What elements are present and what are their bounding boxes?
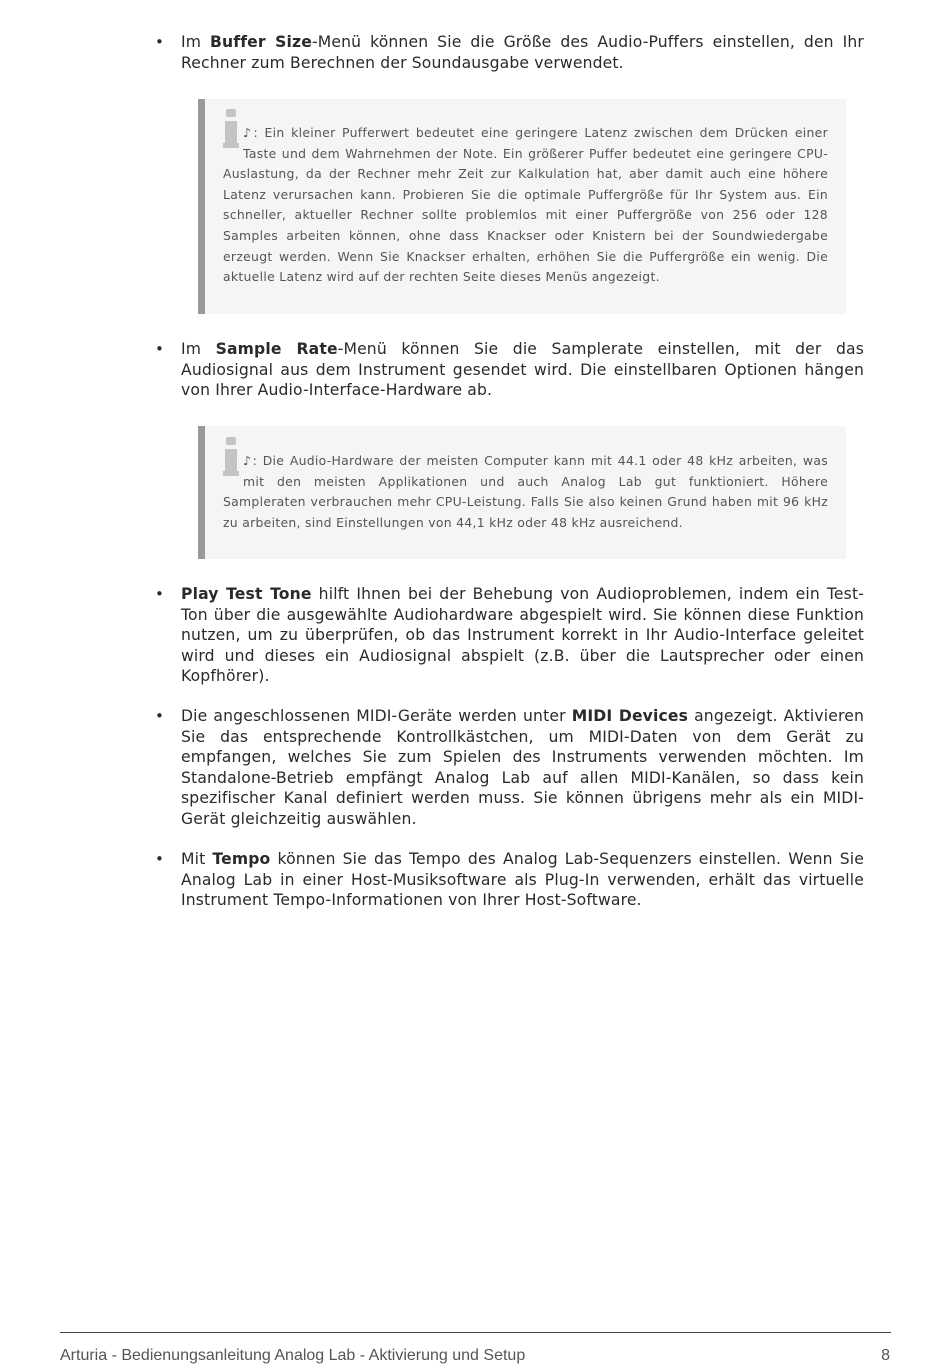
- bullet-symbol: •: [155, 585, 164, 603]
- footer-divider: [60, 1332, 891, 1333]
- info-icon: [223, 437, 237, 475]
- bullet-midi-devices-text: Die angeschlossenen MIDI-Geräte werden unter MIDI Devices angezeigt. Aktivieren Sie das entsprechende Kontrollkästchen, um MIDI-Daten von dem Gerät zu empfangen, welches Sie zum Spielen des Instruments verwenden möchten. Im Standalone-Betrieb empfängt Analog Lab auf allen MIDI-Kanälen, so dass kein spezifischer Kanal definiert werden muss. Sie können übrigens mehr als ein MIDI-Gerät gleichzeitig auswählen.: [181, 707, 864, 828]
- page-number: 8: [881, 1347, 890, 1364]
- tempo-term: Tempo: [212, 850, 271, 868]
- info-note-buffer-text: ♪: Ein kleiner Pufferwert bedeutet eine geringere Latenz zwischen dem Drücken einer Taste und dem Wahrnehmen der Note. Ein größerer Puffer bedeutet eine geringere CPU-Auslastung, da der Rechner mehr Zeit zur Kalkulation hat, aber damit auch eine höhere Latenz verursachen kann. Probieren Sie die optimale Puffergröße für Ihr System aus. Ein schneller, aktueller Rechner sollte problemlos mit einer Puffergröße von 256 oder 128 Samples arbeiten können, ohne dass Knackser oder Knistern bei der Soundwiedergabe erzeugt werden. Wenn Sie Knackser erhalten, erhöhen Sie die Puffergröße ein wenig. Die aktuelle Latenz wird auf der rechten Seite dieses Menüs angezeigt.: [223, 123, 828, 288]
- bullet-symbol: •: [155, 850, 164, 868]
- bullet-buffer-size-text: Im Buffer Size-Menü können Sie die Größe des Audio-Puffers einstellen, den Ihr Rechner zum Berechnen der Soundausgabe verwendet.: [181, 33, 864, 72]
- bullet-symbol: •: [155, 340, 164, 358]
- bullet-sample-rate: [155, 339, 864, 401]
- bullet-play-test-tone: [155, 584, 864, 687]
- buffer-size-term: Buffer Size: [210, 33, 312, 51]
- sample-rate-term: Sample Rate: [215, 340, 338, 358]
- midi-devices-term: MIDI Devices: [571, 707, 689, 725]
- bullet-midi-devices: [155, 706, 864, 830]
- info-note-buffer: [198, 99, 846, 314]
- bullet-play-test-tone-text: Play Test Tone hilft Ihnen bei der Behebung von Audioproblemen, indem ein Test-Ton über die ausgewählte Audiohardware abgespielt wird. Sie können diese Funktion nutzen, um zu überprüfen, ob das Instrument korrekt in Ihr Audio-Interface geleitet wird und dieses ein Audiosignal abspielt (z.B. über die Lautsprecher oder einen Kopfhörer).: [181, 585, 864, 686]
- bullet-sample-rate-text: Im Sample Rate-Menü können Sie die Samplerate einstellen, mit der das Audiosignal aus dem Instrument gesendet wird. Die einstellbaren Optionen hängen von Ihrer Audio-Interface-Hardware ab.: [181, 340, 864, 400]
- info-icon: [223, 109, 237, 147]
- info-note-samplerate: [198, 426, 846, 559]
- play-test-tone-term: Play Test Tone: [181, 585, 312, 603]
- bullet-symbol: •: [155, 33, 164, 51]
- footer-title: Arturia - Bedienungsanleitung Analog Lab - Aktivierung und Setup: [60, 1347, 526, 1364]
- bullet-buffer-size: [155, 32, 864, 73]
- bullet-tempo: [155, 849, 864, 911]
- info-note-samplerate-text: ♪: Die Audio-Hardware der meisten Computer kann mit 44.1 oder 48 kHz arbeiten, was mit den meisten Applikationen und auch Analog Lab gut funktioniert. Höhere Sampleraten verbrauchen mehr CPU-Leistung. Falls Sie also keinen Grund haben mit 96 kHz zu arbeiten, sind Einstellungen von 44,1 kHz oder 48 kHz ausreichend.: [223, 451, 828, 533]
- bullet-symbol: •: [155, 707, 164, 725]
- bullet-tempo-text: Mit Tempo können Sie das Tempo des Analog Lab-Sequenzers einstellen. Wenn Sie Analog Lab in einer Host-Musiksoftware als Plug-In verwenden, erhält das virtuelle Instrument Tempo-Informationen von Ihrer Host-Software.: [181, 850, 864, 910]
